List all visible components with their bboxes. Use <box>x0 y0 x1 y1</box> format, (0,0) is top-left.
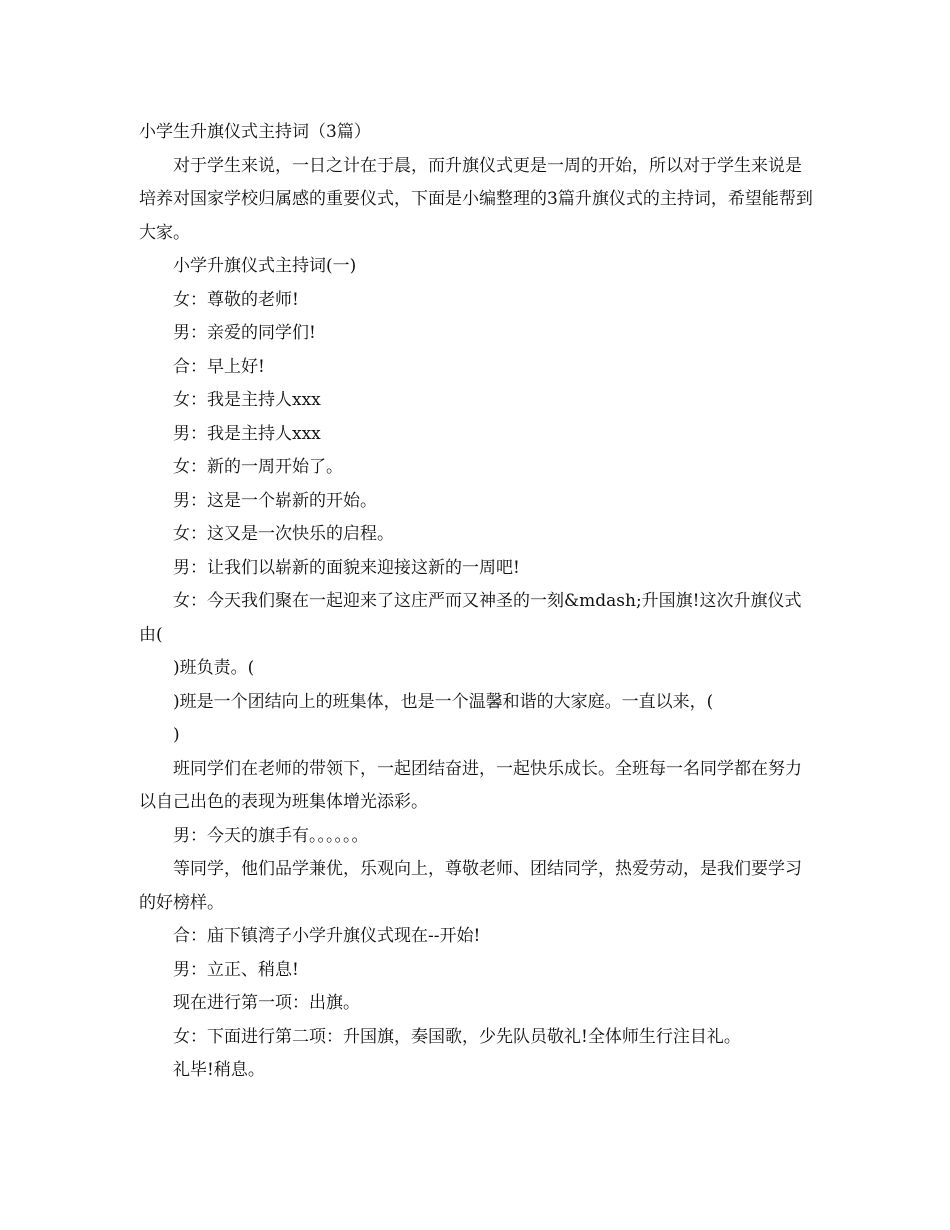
script-line: 女：下面进行第二项：升国旗，奏国歌，少先队员敬礼!全体师生行注目礼。 <box>173 1026 741 1047</box>
script-line: )班负责。( <box>173 658 255 678</box>
script-line: 男：让我们以崭新的面貌来迎接这新的一周吧! <box>173 557 520 578</box>
script-line: )班是一个团结向上的班集体，也是一个温馨和谐的大家庭。一直以来，( <box>173 691 714 712</box>
section-heading: 小学升旗仪式主持词(一) <box>173 256 357 276</box>
intro-paragraph: 对于学生来说，一日之计在于晨，而升旗仪式更是一周的开始，所以对于学生来说是培养对国家学校归属感的重要仪式，下面是小编整理的3篇升旗仪式的主持词，希望能帮到大家。 <box>139 155 813 243</box>
script-line: 女：今天我们聚在一起迎来了这庄严而又神圣的一刻&mdash;升国旗!这次升旗仪式由( <box>139 591 802 645</box>
document-title: 小学生升旗仪式主持词（3篇） <box>139 122 371 142</box>
script-line: 合：早上好! <box>173 356 265 377</box>
script-line: 合：庙下镇湾子小学升旗仪式现在--开始! <box>173 926 481 946</box>
script-line: 男：亲爱的同学们! <box>173 323 316 343</box>
script-line: 男：我是主持人xxx <box>173 423 321 444</box>
script-line: 女：这又是一次快乐的启程。 <box>173 524 394 544</box>
script-line: 女：新的一周开始了。 <box>173 457 343 477</box>
document-body <box>139 116 814 1088</box>
script-line: 班同学们在老师的带领下，一起团结奋进，一起快乐成长。全班每一名同学都在努力以自己出色的表现为班集体增光添彩。 <box>139 758 802 812</box>
script-line: 男：立正、稍息! <box>173 959 299 980</box>
script-line: 女：尊敬的老师! <box>173 289 299 310</box>
script-line: 男：这是一个崭新的开始。 <box>173 490 377 511</box>
script-line: 礼毕!稍息。 <box>173 1060 265 1080</box>
script-line: 现在进行第一项：出旗。 <box>173 993 360 1013</box>
script-line: 等同学，他们品学兼优，乐观向上，尊敬老师、团结同学，热爱劳动，是我们要学习的好榜样。 <box>139 859 802 913</box>
script-line: 女：我是主持人xxx <box>173 390 321 410</box>
script-line: 男：今天的旗手有。。。。。。 <box>173 825 369 846</box>
script-line: ) <box>173 725 180 745</box>
